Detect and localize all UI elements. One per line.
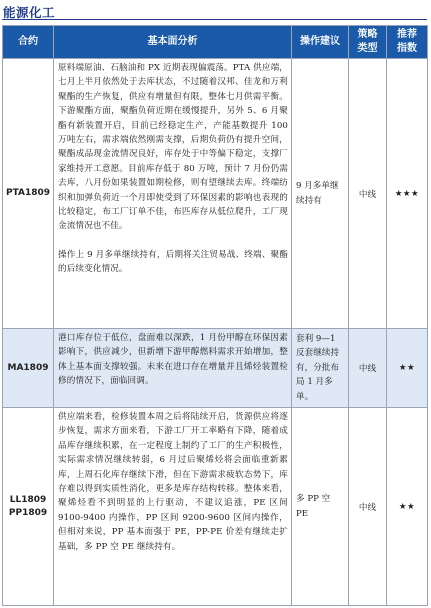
analysis-paragraph: 原料端原油、石脑油和 PX 近期表现偏震荡。PTA 供应端，七月上半月依然处于去库状态，不过随着汉邦、佳龙和万利聚酯的生产恢复，供应有增量但有限，整体七月供需平衡。下游聚酯方面，聚酯负荷近期在缓慢提升，另外 5、6 月聚酯有新装置开启，目前已经稳定生产，产能基数提升 100 万吨左右，需求端依然刚需支撑，后期负荷仍有提升空间，聚酯成品现金流情况良好，库存处于中等偏下稳定，支撑厂家维持开工意愿。目前库存低于 80 万吨，预计 7 月份仍需去库，八月份如果装置如期检修，则有望继续去库。终端纺织和加弹负荷近一个月即使受到了环保因素的影响也表现的比较稳定，布工厂订单不佳，布匹库存从低位爬升，工厂现金流情况也不佳。 <box>58 63 288 232</box>
contract-code: LL1809 <box>9 494 47 505</box>
rating-stars: ★★ <box>387 329 428 408</box>
header-type: 策略类型 <box>349 26 387 59</box>
contract-cell <box>3 408 54 606</box>
table-row <box>3 329 428 408</box>
analysis-paragraph: 操作上 9 月多单继续持有，后期将关注贸易战、终端、聚酯的后续变化情况。 <box>58 249 288 275</box>
header-advice: 操作建议 <box>292 26 349 59</box>
strategy-type-cell: 中线 <box>349 329 387 408</box>
table-header-row <box>3 26 428 59</box>
analysis-cell <box>54 59 292 329</box>
contract-code: PP1809 <box>8 507 48 518</box>
rating-stars: ★★ <box>387 408 428 606</box>
analysis-paragraph: 港口库存位于低位，盘面难以深跌，1 月份甲醇在环保因素影响下，供应减少，但新增下游甲醇燃料需求开始增加，整体上基本面支撑较强。未来在进口存在增量并且烯烃装置检修的情况下，面临回调。 <box>58 333 288 387</box>
section-title: 能源化工 <box>3 5 56 20</box>
analysis-paragraph: 供应端来看，检修装置本周之后将陆续开启，货源供应将逐步恢复，需求方面来看，下游工厂开工率略有下降，随着成品库存继续积累，在一定程度上制约了工厂的生产积极性，实际需求情况继续转弱，6 月过后聚烯烃将会面临重新累库，上周石化库存继续下滑，但在下游需求疲软态势下，库存难以得到实质性消化，更多是库存结构转移。整体来看，聚烯烃看不到明显的上行驱动，不建议追涨，PE 区间 9100-9400 内操作，PP 区间 9200-9600 区间内操作，但相对来说，PP 基本面强于 PE，PP-PE 价差有继续走扩基础，多 PP 空 PE 继续持有。 <box>58 412 288 552</box>
header-contract: 合约 <box>3 26 54 59</box>
advice-cell: 多 PP 空 PE <box>292 408 349 606</box>
advice-cell: 9 月多单继续持有 <box>292 59 349 329</box>
rating-stars: ★★★ <box>387 59 428 329</box>
analysis-cell <box>54 408 292 606</box>
table-row <box>3 59 428 329</box>
strategy-table <box>2 25 428 606</box>
header-analysis: 基本面分析 <box>54 26 292 59</box>
title-underline <box>2 19 427 20</box>
strategy-type-cell: 中线 <box>349 59 387 329</box>
header-rating: 推荐指数 <box>387 26 428 59</box>
table-row <box>3 408 428 606</box>
advice-cell: 套利 9—1 反套继续持有，分批布局 1 月多单。 <box>292 329 349 408</box>
strategy-type-cell: 中线 <box>349 408 387 606</box>
analysis-cell <box>54 329 292 408</box>
contract-cell: MA1809 <box>3 329 54 408</box>
contract-cell: PTA1809 <box>3 59 54 329</box>
